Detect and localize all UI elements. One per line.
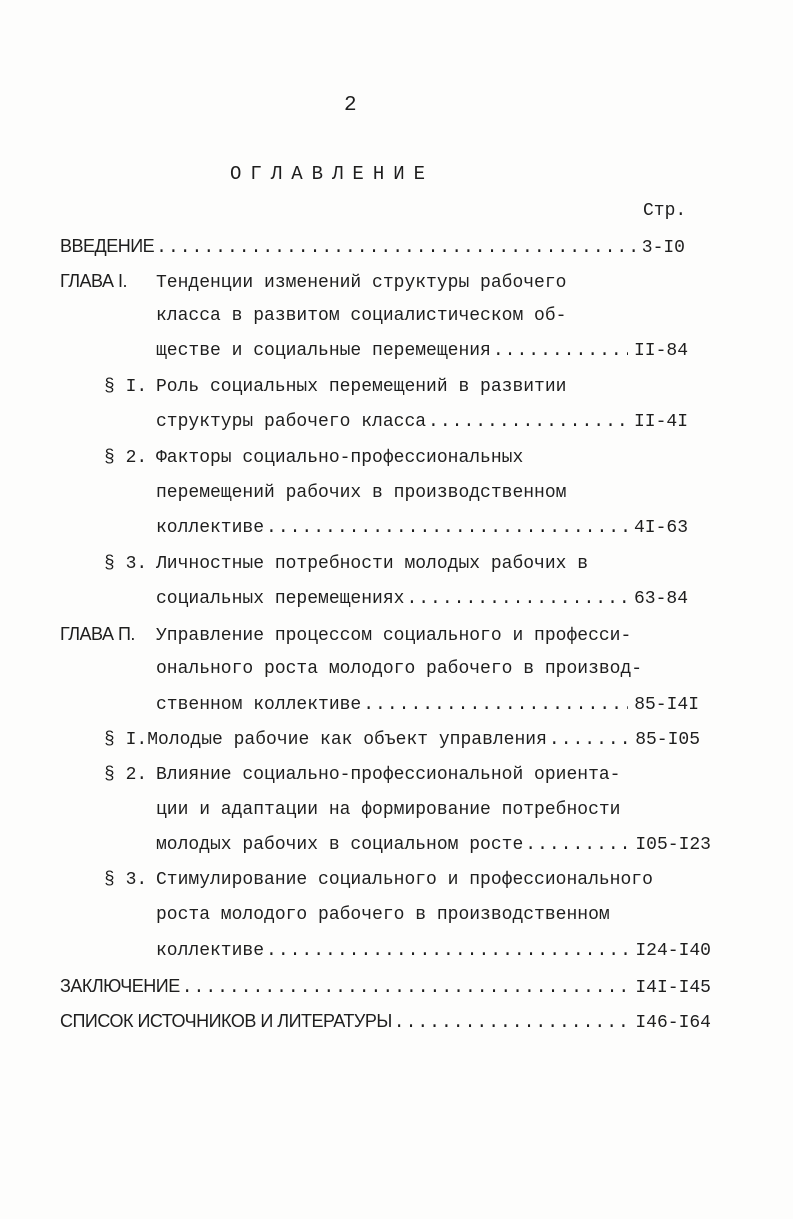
- leader-dots: [266, 511, 628, 545]
- toc-entry-chapter-2-line-3: [156, 688, 699, 722]
- leader-dots: [363, 688, 628, 722]
- toc-entry-ch2-sec3-line-3: [156, 934, 711, 968]
- toc-entry-ch1-sec3-line-1[interactable]: [104, 547, 704, 581]
- toc-entry-pages: II-84: [633, 341, 688, 361]
- toc-entry-chapter-1-line-3: [156, 334, 688, 368]
- toc-entry-bibliography[interactable]: [60, 1004, 711, 1038]
- page-column-label: Стр.: [643, 201, 687, 221]
- leader-dots: [428, 405, 628, 439]
- toc-entry-text: Стимулирование социального и профессионального: [156, 870, 653, 890]
- toc-entry-label: ГЛАВА П.: [60, 624, 135, 644]
- toc-entry-text: структуры рабочего класса: [156, 412, 427, 432]
- toc-entry-text: ственном коллективе: [156, 695, 362, 715]
- leader-dots: [156, 231, 636, 265]
- toc-entry-ch2-sec3-line-1[interactable]: [104, 863, 724, 897]
- toc-entry-label: § I.: [104, 730, 148, 750]
- toc-entry-pages: 3-I0: [641, 238, 685, 258]
- toc-entry-text: ЗАКЛЮЧЕНИЕ: [60, 976, 180, 996]
- toc-entry-text: Роль социальных перемещений в развитии: [156, 377, 567, 397]
- toc-entry-text: коллективе: [156, 941, 265, 961]
- leader-dots: [493, 334, 628, 368]
- toc-entry-pages: II-4I: [633, 412, 688, 432]
- toc-entry-text: Управление процессом социального и професси-: [156, 626, 632, 646]
- toc-entry-text: коллективе: [156, 518, 265, 538]
- toc-entry-text: социальных перемещениях: [156, 589, 405, 609]
- toc-entry-text: онального роста молодого рабочего в производ-: [156, 659, 643, 679]
- leader-dots: [182, 971, 630, 1005]
- toc-entry-chapter-2-line-1[interactable]: [60, 617, 700, 651]
- toc-entry-text: Тенденции изменений структуры рабочего: [156, 273, 567, 293]
- toc-entry-text: ции и адаптации на формирование потребности: [156, 800, 621, 820]
- toc-entry-pages: 85-I4I: [634, 695, 699, 715]
- toc-entry-pages: 85-I05: [635, 730, 700, 750]
- toc-entry-label: ГЛАВА I.: [60, 271, 127, 291]
- toc-entry-ch2-sec2-line-3: [156, 828, 711, 862]
- leader-dots: [266, 934, 629, 968]
- toc-entry-ch2-sec1[interactable]: [104, 723, 700, 757]
- toc-entry-text: класса в развитом социалистическом об-: [156, 306, 567, 326]
- toc-entry-text: ществе и социальные перемещения: [156, 341, 491, 361]
- toc-entry-text: Факторы социально-профессиональных: [156, 448, 524, 468]
- page-number: 2: [344, 94, 357, 117]
- toc-entry-text: СПИСОК ИСТОЧНИКОВ И ЛИТЕРАТУРЫ: [60, 1011, 392, 1031]
- toc-entry-ch1-sec1-line-1[interactable]: [104, 370, 704, 404]
- toc-entry-pages: 4I-63: [633, 518, 688, 538]
- toc-entry-introduction[interactable]: [60, 229, 685, 263]
- toc-entry-pages: I24-I40: [635, 941, 711, 961]
- toc-entry-chapter-1-line-2: [156, 299, 716, 333]
- toc-entry-label: § 2.: [104, 765, 148, 785]
- toc-entry-text: Влияние социально-профессиональной ориента-: [156, 765, 621, 785]
- toc-entry-ch2-sec2-line-2: [156, 793, 716, 827]
- toc-entry-ch1-sec3-line-2: [156, 582, 688, 616]
- toc-entry-pages: I46-I64: [635, 1013, 711, 1033]
- toc-entry-ch1-sec2-line-3: [156, 511, 688, 545]
- toc-entry-text: ВВЕДЕНИЕ: [60, 236, 155, 256]
- toc-entry-chapter-2-line-2: [156, 652, 716, 686]
- toc-entry-text: молодых рабочих в социальном росте: [156, 835, 524, 855]
- toc-entry-ch2-sec2-line-1[interactable]: [104, 758, 704, 792]
- leader-dots: [525, 828, 629, 862]
- leader-dots: [394, 1006, 630, 1040]
- toc-entry-pages: I05-I23: [635, 835, 711, 855]
- toc-entry-chapter-1-line-1[interactable]: [60, 264, 700, 298]
- toc-entry-ch1-sec2-line-1[interactable]: [104, 441, 704, 475]
- toc-entry-pages: I4I-I45: [635, 978, 711, 998]
- toc-entry-text: Молодые рабочие как объект управления: [147, 730, 547, 750]
- toc-entry-ch1-sec1-line-2: [156, 405, 688, 439]
- toc-entry-label: § 2.: [104, 448, 148, 468]
- toc-entry-text: Личностные потребности молодых рабочих в: [156, 554, 589, 574]
- toc-entry-conclusion[interactable]: [60, 969, 711, 1003]
- toc-title: ОГЛАВЛЕНИЕ: [230, 163, 435, 185]
- toc-entry-ch1-sec2-line-2: [156, 476, 716, 510]
- toc-entry-text: роста молодого рабочего в производственном: [156, 905, 610, 925]
- toc-entry-pages: 63-84: [633, 589, 688, 609]
- toc-entry-label: § 3.: [104, 554, 148, 574]
- leader-dots: [406, 582, 628, 616]
- toc-entry-label: § 3.: [104, 870, 148, 890]
- toc-entry-ch2-sec3-line-2: [156, 898, 716, 932]
- toc-entry-label: § I.: [104, 377, 148, 397]
- toc-entry-text: перемещений рабочих в производственном: [156, 483, 567, 503]
- leader-dots: [549, 723, 629, 757]
